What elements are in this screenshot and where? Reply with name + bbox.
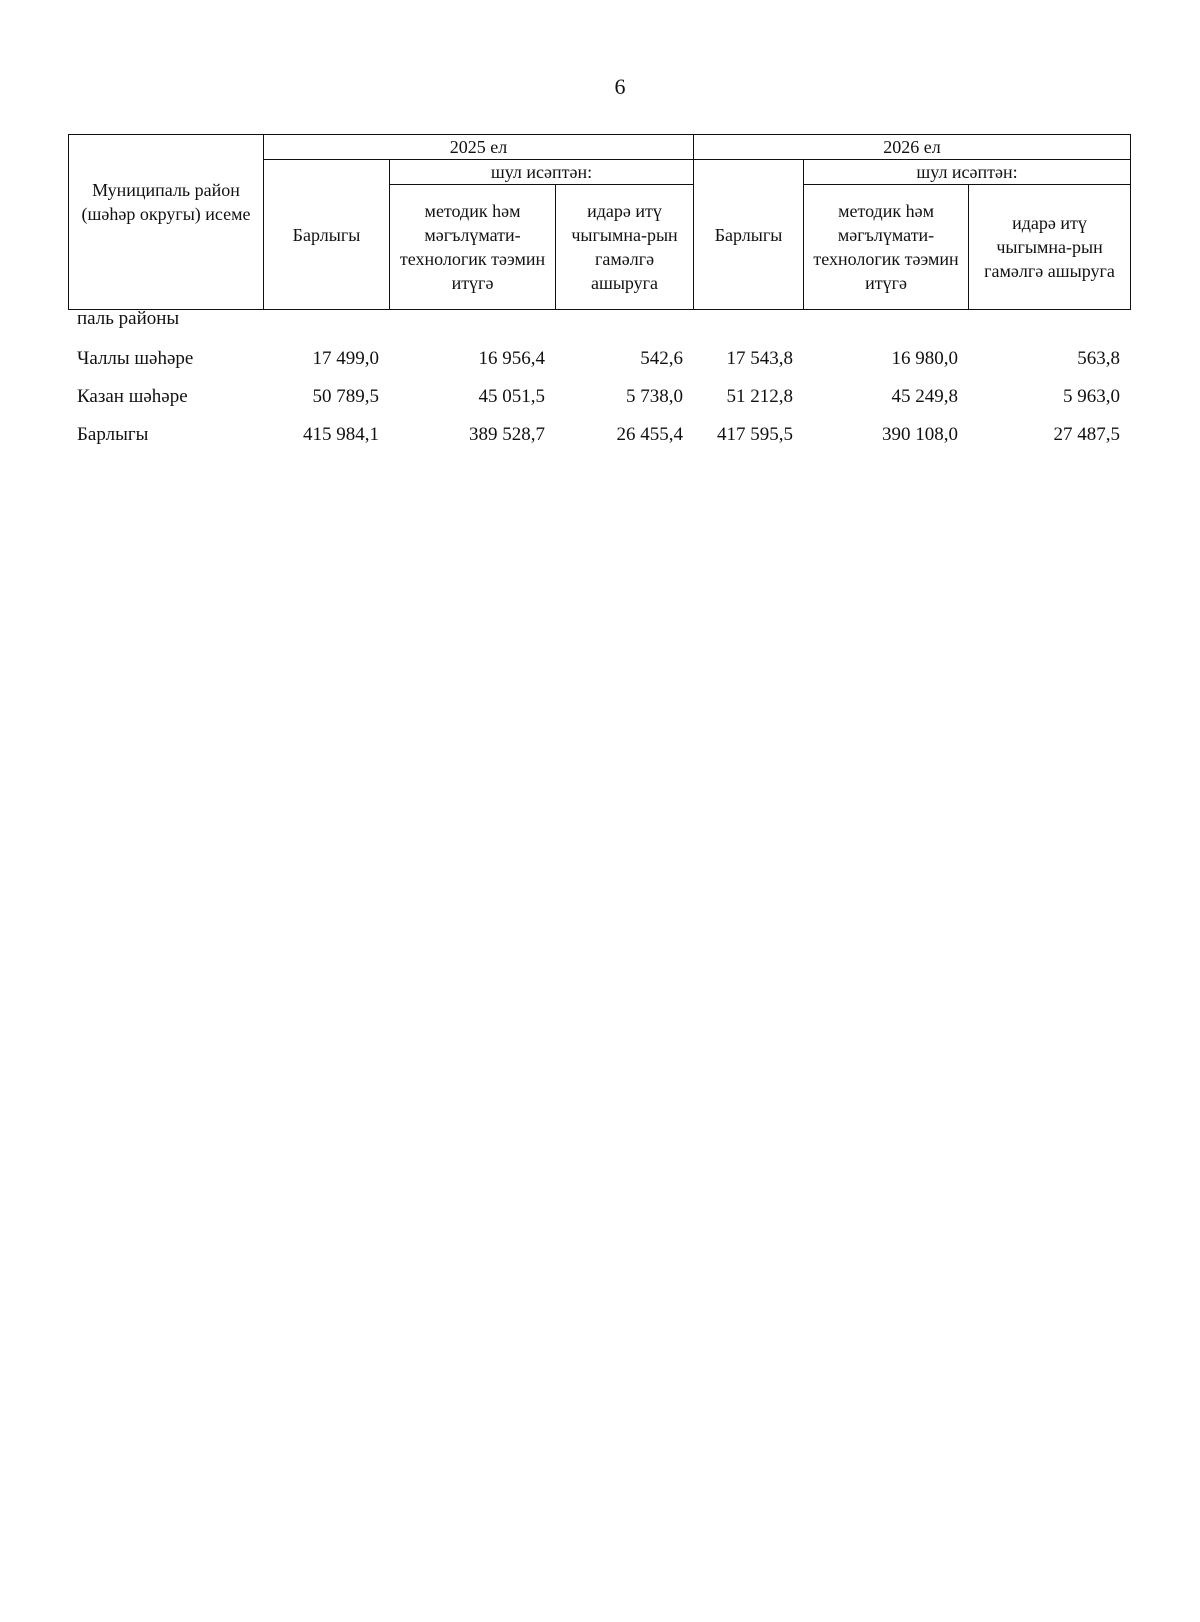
header-total-2026: Барлыгы <box>694 160 804 310</box>
page-number: 6 <box>614 74 626 99</box>
cell-2025-total: 415 984,1 <box>303 424 379 445</box>
cell-2026-management: 563,8 <box>1077 348 1120 369</box>
table-row <box>68 378 1130 416</box>
header-including-2025: шул исәптән: <box>390 160 694 185</box>
header-total-2025: Барлыгы <box>264 160 390 310</box>
header-methodical-2025: методик һәм мәгълүмати-технологик тәэмин итүгә <box>390 185 556 310</box>
cell-2026-methodical: 16 980,0 <box>891 348 958 369</box>
cell-2026-management: 27 487,5 <box>1053 424 1120 445</box>
cell-2025-management: 5 738,0 <box>626 386 683 407</box>
cell-2026-methodical: 45 249,8 <box>891 386 958 407</box>
header-management-2025: идарә итү чыгымна-рын гамәлгә ашыруга <box>556 185 694 310</box>
table-header <box>68 134 1131 310</box>
cell-2026-total: 17 543,8 <box>726 348 793 369</box>
header-year-2026: 2026 ел <box>694 135 1131 160</box>
data-table <box>68 340 1130 454</box>
cell-2025-total: 17 499,0 <box>312 348 379 369</box>
cell-2025-methodical: 16 956,4 <box>478 348 545 369</box>
row-name: Барлыгы <box>77 424 149 445</box>
cell-2026-total: 51 212,8 <box>726 386 793 407</box>
table-row <box>68 340 1130 378</box>
continuation-text: паль районы <box>77 308 180 329</box>
header-municipal-name: Муниципаль район (шәһәр округы) исеме <box>69 135 264 310</box>
cell-2025-management: 542,6 <box>640 348 683 369</box>
cell-2026-management: 5 963,0 <box>1063 386 1120 407</box>
cell-2025-total: 50 789,5 <box>312 386 379 407</box>
cell-2025-methodical: 45 051,5 <box>478 386 545 407</box>
row-name: Казан шәһәре <box>77 386 188 407</box>
cell-2025-methodical: 389 528,7 <box>469 424 545 445</box>
header-year-2025: 2025 ел <box>264 135 694 160</box>
table-row <box>68 416 1130 454</box>
header-methodical-2026: методик һәм мәгълүмати-технологик тәэмин итүгә <box>804 185 969 310</box>
header-management-2026: идарә итү чыгымна-рын гамәлгә ашыруга <box>969 185 1131 310</box>
row-name: Чаллы шәһәре <box>77 348 194 369</box>
cell-2026-total: 417 595,5 <box>717 424 793 445</box>
header-including-2026: шул исәптән: <box>804 160 1131 185</box>
cell-2025-management: 26 455,4 <box>616 424 683 445</box>
cell-2026-methodical: 390 108,0 <box>882 424 958 445</box>
